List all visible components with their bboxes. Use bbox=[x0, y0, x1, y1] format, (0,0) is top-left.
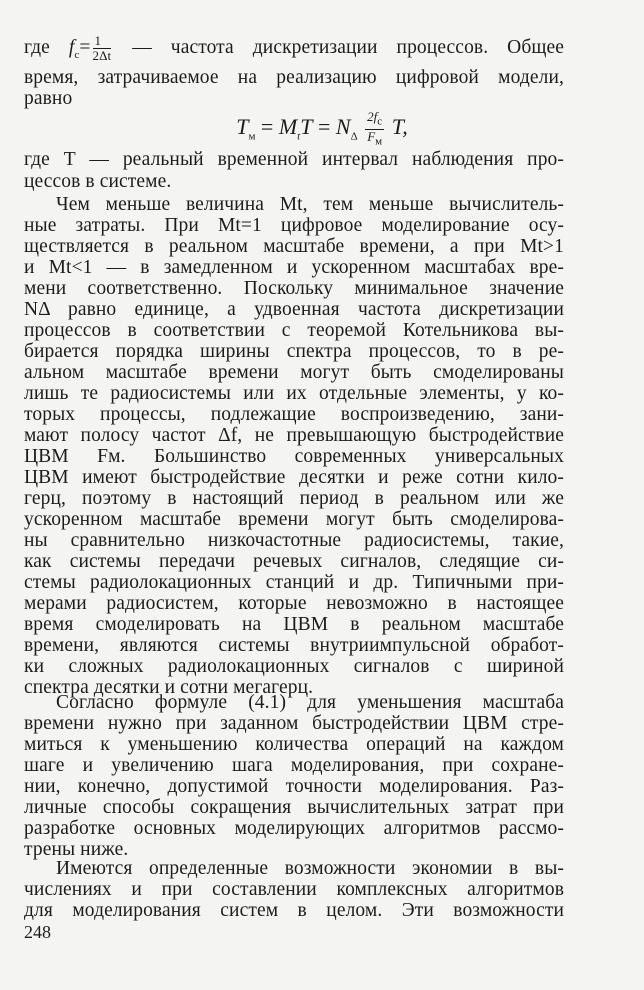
text-line: альном масштабе времени могут быть смоделированы bbox=[24, 362, 564, 383]
text-line: как системы передачи речевых сигналов, следящие си- bbox=[24, 551, 564, 572]
text-line: личные способы сокращения вычислительных затрат при bbox=[24, 797, 564, 818]
text-line: цессов в системе. bbox=[24, 171, 172, 192]
text-line: разработке основных моделирующих алгоритмов рассмо- bbox=[24, 818, 564, 839]
text-line: и Mt<1 — в замедленном и ускоренном масштабах вре- bbox=[24, 257, 564, 278]
text-line: где $f_c=$ $\frac{1}{2\Delta t}$ — частота дискретизации процессов. Общее bbox=[24, 33, 564, 63]
text-line: Согласно формуле (4.1) для уменьшения масштаба bbox=[56, 692, 564, 713]
display-formula: $T_м = M_tT = N_\Delta$ $\frac{2f_c}{F_м}$ T, bbox=[236, 109, 408, 148]
page-number: 248 bbox=[24, 922, 51, 942]
text-line: ны сравнительно низкочастотные радиосистемы, такие, bbox=[24, 530, 564, 551]
text-line: стемы радиолокационных станций и др. Типичными при- bbox=[24, 572, 564, 593]
text-line: бирается порядка ширины спектра процессов, то в ре- bbox=[24, 341, 564, 362]
text-line: равно bbox=[24, 88, 73, 109]
fraction: $\frac{1}{2\Delta t}$ bbox=[92, 33, 112, 63]
text-line: для моделирования систем в целом. Эти возможности bbox=[24, 900, 564, 921]
text-line: время смоделировать на ЦВМ в реальном масштабе bbox=[24, 614, 564, 635]
text-line: спектра десятки и сотни мегагерц. bbox=[24, 677, 314, 698]
text-line: Имеются определенные возможности экономии в вы- bbox=[56, 858, 564, 879]
text-line: миться к уменьшению количества операций на каждом bbox=[24, 734, 564, 755]
text-line: шаге и увеличению шага моделирования, при сохране- bbox=[24, 755, 564, 776]
text-line: трены ниже. bbox=[24, 839, 129, 860]
text-line: где T — реальный временной интервал наблюдения про- bbox=[24, 149, 564, 170]
text-line: нии, конечно, допустимой точности моделирования. Раз- bbox=[24, 776, 564, 797]
text-line: ускоренном масштабе времени могут быть смоделирова- bbox=[24, 509, 564, 530]
text-line: процессов в соответствии с теоремой Котельникова вы- bbox=[24, 320, 564, 341]
fraction: $\frac{2f_c}{F_м}$ bbox=[367, 109, 383, 148]
text-line: времени нужно при заданном быстродействии ЦВМ стре- bbox=[24, 713, 564, 734]
text-line: мают полосу частот Δf, не превышающую быстродействие bbox=[24, 425, 564, 446]
text-line: ЦВМ имеют быстродействие десятки и реже сотни кило- bbox=[24, 467, 564, 488]
text-line: ЦВМ Fм. Большинство современных универсальных bbox=[24, 446, 564, 467]
text-line: торых процессы, подлежащие воспроизведению, зани- bbox=[24, 404, 564, 425]
text-line: герц, поэтому в настоящий период в реальном или же bbox=[24, 488, 564, 509]
text-line: время, затрачиваемое на реализацию цифровой модели, bbox=[24, 67, 564, 88]
text-line: лишь те радиосистемы или их отдельные элементы, у ко- bbox=[24, 383, 564, 404]
text-line: мени соответственно. Поскольку минимальное значение bbox=[24, 278, 564, 299]
text-line: ные затраты. При Mt=1 цифровое моделирование осу- bbox=[24, 215, 564, 236]
text-line: числениях и при составлении комплексных алгоритмов bbox=[24, 879, 564, 900]
text-line: мерами радиосистем, которые невозможно в настоящее bbox=[24, 593, 564, 614]
text-line: Чем меньше величина Mt, тем меньше вычислитель- bbox=[56, 194, 564, 215]
text-line: времени, являются системы внутриимпульсной обработ- bbox=[24, 635, 564, 656]
text-line: ществляется в реальном масштабе времени, а при Mt>1 bbox=[24, 236, 564, 257]
text-line: NΔ равно единице, а удвоенная частота дискретизации bbox=[24, 299, 564, 320]
text-line: ки сложных радиолокационных сигналов с шириной bbox=[24, 656, 564, 677]
